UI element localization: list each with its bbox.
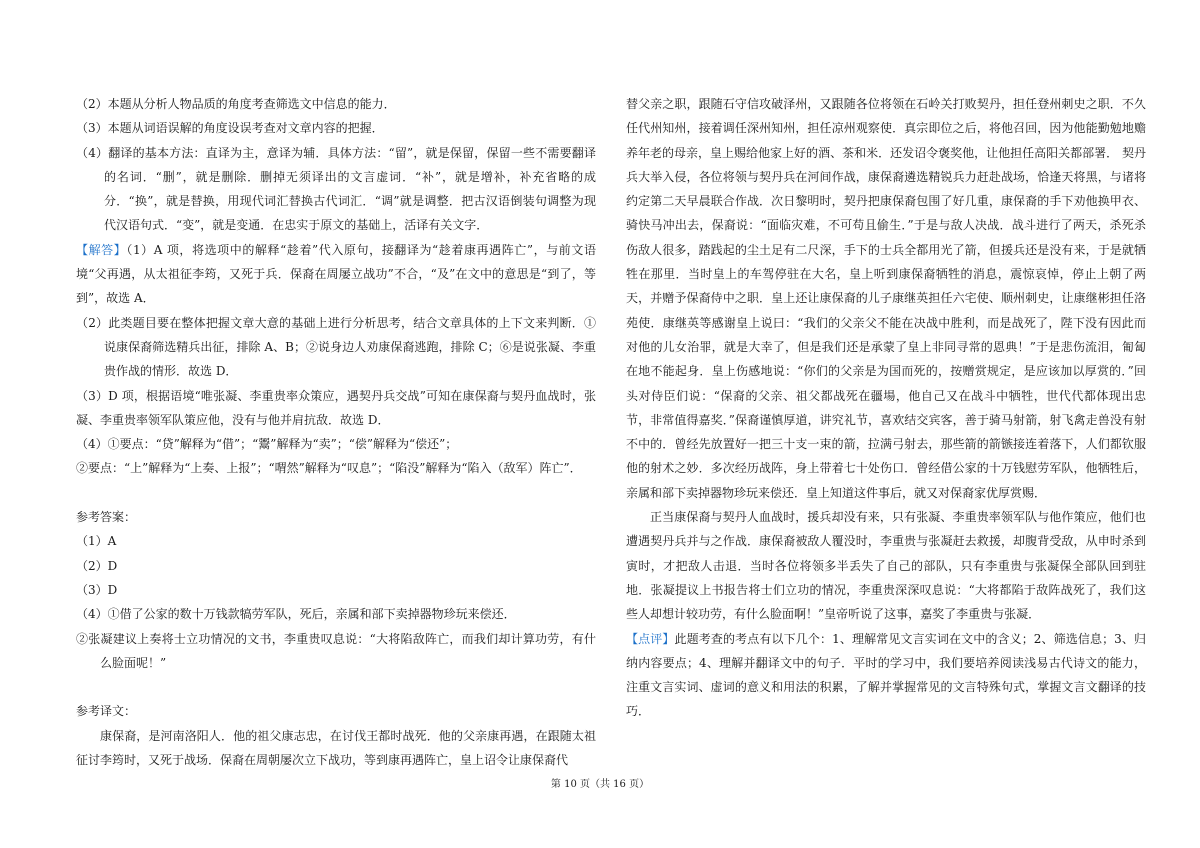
answer-3: （3）D 项，根据语境“唯张凝、李重贵率众策应，遇契丹兵交战”可知在康保裔与契丹血战时，张凝、李重贵率领军队策应他，没有与他并肩抗敌．故选 D． [76, 388, 596, 427]
comment [626, 627, 1146, 724]
reference-answer-title: 参考答案： [76, 510, 137, 525]
left-column [76, 92, 596, 772]
answer-4a: （4）①要点：“贷”解释为“借”；“鬻”解释为“卖”；“偿”解释为“偿还”； [76, 437, 458, 452]
answer-1-text: （1）A 项，将选项中的解释“趁着”代入原句，接翻译为“趁着康再遇阵亡”，与前文语境“父再遇，从太祖征李筠，又死于兵．保裔在周屡立战功”不合，“及”在文中的意思是“到了，等到”，故选 A． [76, 242, 596, 306]
answer-4b: ②要点：“上”解释为“上奏、上报”；“喟然”解释为“叹息”；“陷没”解释为“陷入（敌军）阵亡”． [76, 461, 582, 476]
translation-paragraph-2: 正当康保裔与契丹人血战时，援兵却没有来，只有张凝、李重贵率领军队与他作策应，他们也遭遇契丹兵并与之作战．康保裔被敌人覆没时，李重贵与张凝赶去救援，却腹背受敌，从申时杀到寅时，才把敌人击退．当时各位将领多半丢失了自己的部队，只有李重贵与张凝保全部队回到驻地．张凝提议上书报告将士们立功的情况，李重贵深深叹息说：“大将都陷于敌阵战死了，我们这些人却想计较功劳，有什么脸面啊！”皇帝听说了这事，嘉奖了李重贵与张凝． [626, 510, 1146, 622]
spacer [76, 481, 596, 505]
analysis-point-2: （2）本题从分析人物品质的角度考查筛选文中信息的能力． [76, 97, 396, 111]
answer-tag: 【解答】 [76, 242, 127, 257]
spacer [76, 675, 596, 699]
comment-text: 此题考查的考点有以下几个：1、理解常见文言实词在文中的含义；2、筛选信息；3、归纳内容要点；4、理解并翻译文中的句子．平时的学习中，我们要培养阅读浅易古代诗文的能力，注重文言实词、虚词的意义和用法的积累，了解并掌握常见的文言特殊句式，掌握文言文翻译的技巧． [626, 631, 1146, 719]
reference-answer-3: （3）D [76, 582, 118, 597]
reference-answer-1: （1）A [76, 534, 117, 549]
comment-tag: 【点评】 [626, 631, 675, 646]
answer-1 [76, 238, 596, 311]
analysis-point-3: （3）本题从词语误解的角度设误考查对文章内容的把握． [76, 121, 384, 136]
reference-answer-4a: （4）①借了公家的数十万钱款犒劳军队，死后，亲属和部下卖掉器物珍玩来偿还． [76, 607, 516, 622]
right-column [626, 92, 1146, 724]
answer-2: （2）此类题目要在整体把握文章大意的基础上进行分析思考，结合文章具体的上下文来判断．①说康保裔筛选精兵出征，排除 A、B；②说身边人劝康保裔逃跑，排除 C；⑥是说张凝、李重贵作战的情形．故选 D． [76, 315, 596, 379]
translation-paragraph-1-cont: 替父亲之职，跟随石守信攻破泽州，又跟随各位将领在石岭关打败契丹，担任登州刺史之职．不久任代州知州，接着调任深州知州，担任凉州观察使．真宗即位之后，将他召回，因为他能勤勉地赡养年老的母亲，皇上赐给他家上好的酒、茶和米．还发诏令褒奖他，让他担任高阳关都部署． 契丹兵大举入侵，各位将领与契丹兵在河间作战，康保裔遴选精锐兵力赶赴战场，恰逢天将黑，与诸将约定第二天早晨联合作战．次日黎明时，契丹把康保裔包围了好几重，康保裔的手下劝他换甲衣、骑快马冲出去，保裔说：“面临灾难，不可苟且偷生．”于是与敌人决战．战斗进行了两天，杀死杀伤敌人很多，踏践起的尘土足有二尺深，手下的士兵全都用光了箭，但援兵还是没有来，于是就牺牲在那里．当时皇上的车驾停驻在大名，皇上听到康保裔牺牲的消息，震惊哀悼，停止上朝了两天，并赠予保裔侍中之职．皇上还让康保裔的儿子康继英担任六宅使、顺州刺史，让康继彬担任洛苑使．康继英等感谢皇上说曰：“我们的父亲父不能在决战中胜利，而是战死了，陛下没有因此而对他的儿女治罪，就是大幸了，但是我们还是承蒙了皇上非同寻常的恩典！”于是悲伤流泪，匍匐在地不能起身．皇上伤感地说：“你们的父亲是为国而死的，按赠赏规定，是应该加以厚赏的．”回头对侍臣们说：“保裔的父亲、祖父都战死在疆場，他自己又在战斗中牺牲，世代代都体现出忠节，非常值得嘉奖．”保裔谨慎厚道，讲究礼节，喜欢结交宾客，善于骑马射箭，射飞禽走兽没有射不中的．曾经先放置好一把三十支一束的箭，拉满弓射去，那些箭的箭镞接连着落下，人们都钦服他的射术之妙．多次经历战阵，身上带着七十处伤口．曾经借公家的十万钱慰劳军队，他牺牲后，亲属和部下卖掉器物珍玩来偿还．皇上知道这件事后，就又对保裔家优厚赏赐． [626, 97, 1146, 500]
reference-answer-4b: ②张凝建议上奏将士立功情况的文书，李重贵叹息说：“大将陷敌阵亡，而我们却计算功劳，有什么脸面呢！” [76, 631, 596, 670]
reference-answer-2: （2）D [76, 558, 118, 573]
translation-paragraph-1: 康保裔，是河南洛阳人．他的祖父康志忠，在讨伐王都时战死．他的父亲康再遇，在跟随太祖征讨李筠时，又死于战场．保裔在周朝屡次立下战功，等到康再遇阵亡，皇上诏令让康保裔代 [76, 728, 596, 768]
analysis-point-4: （4）翻译的基本方法：直译为主，意译为辅．具体方法：“留”，就是保留，保留一些不需要翻译的名词．“删”，就是删除．删掉无须译出的文言虚词．“补”，就是增补，补充省略的成分．“换”，就是替换，用现代词汇替换古代词汇．“调”就是调整．把古汉语倒装句调整为现代汉语句式．“变”，就是变通．在忠实于原文的基础上，活译有关文字． [76, 145, 596, 233]
page-footer: 第 10 页（共 16 页） [550, 779, 650, 790]
translation-title: 参考译文： [76, 704, 137, 719]
